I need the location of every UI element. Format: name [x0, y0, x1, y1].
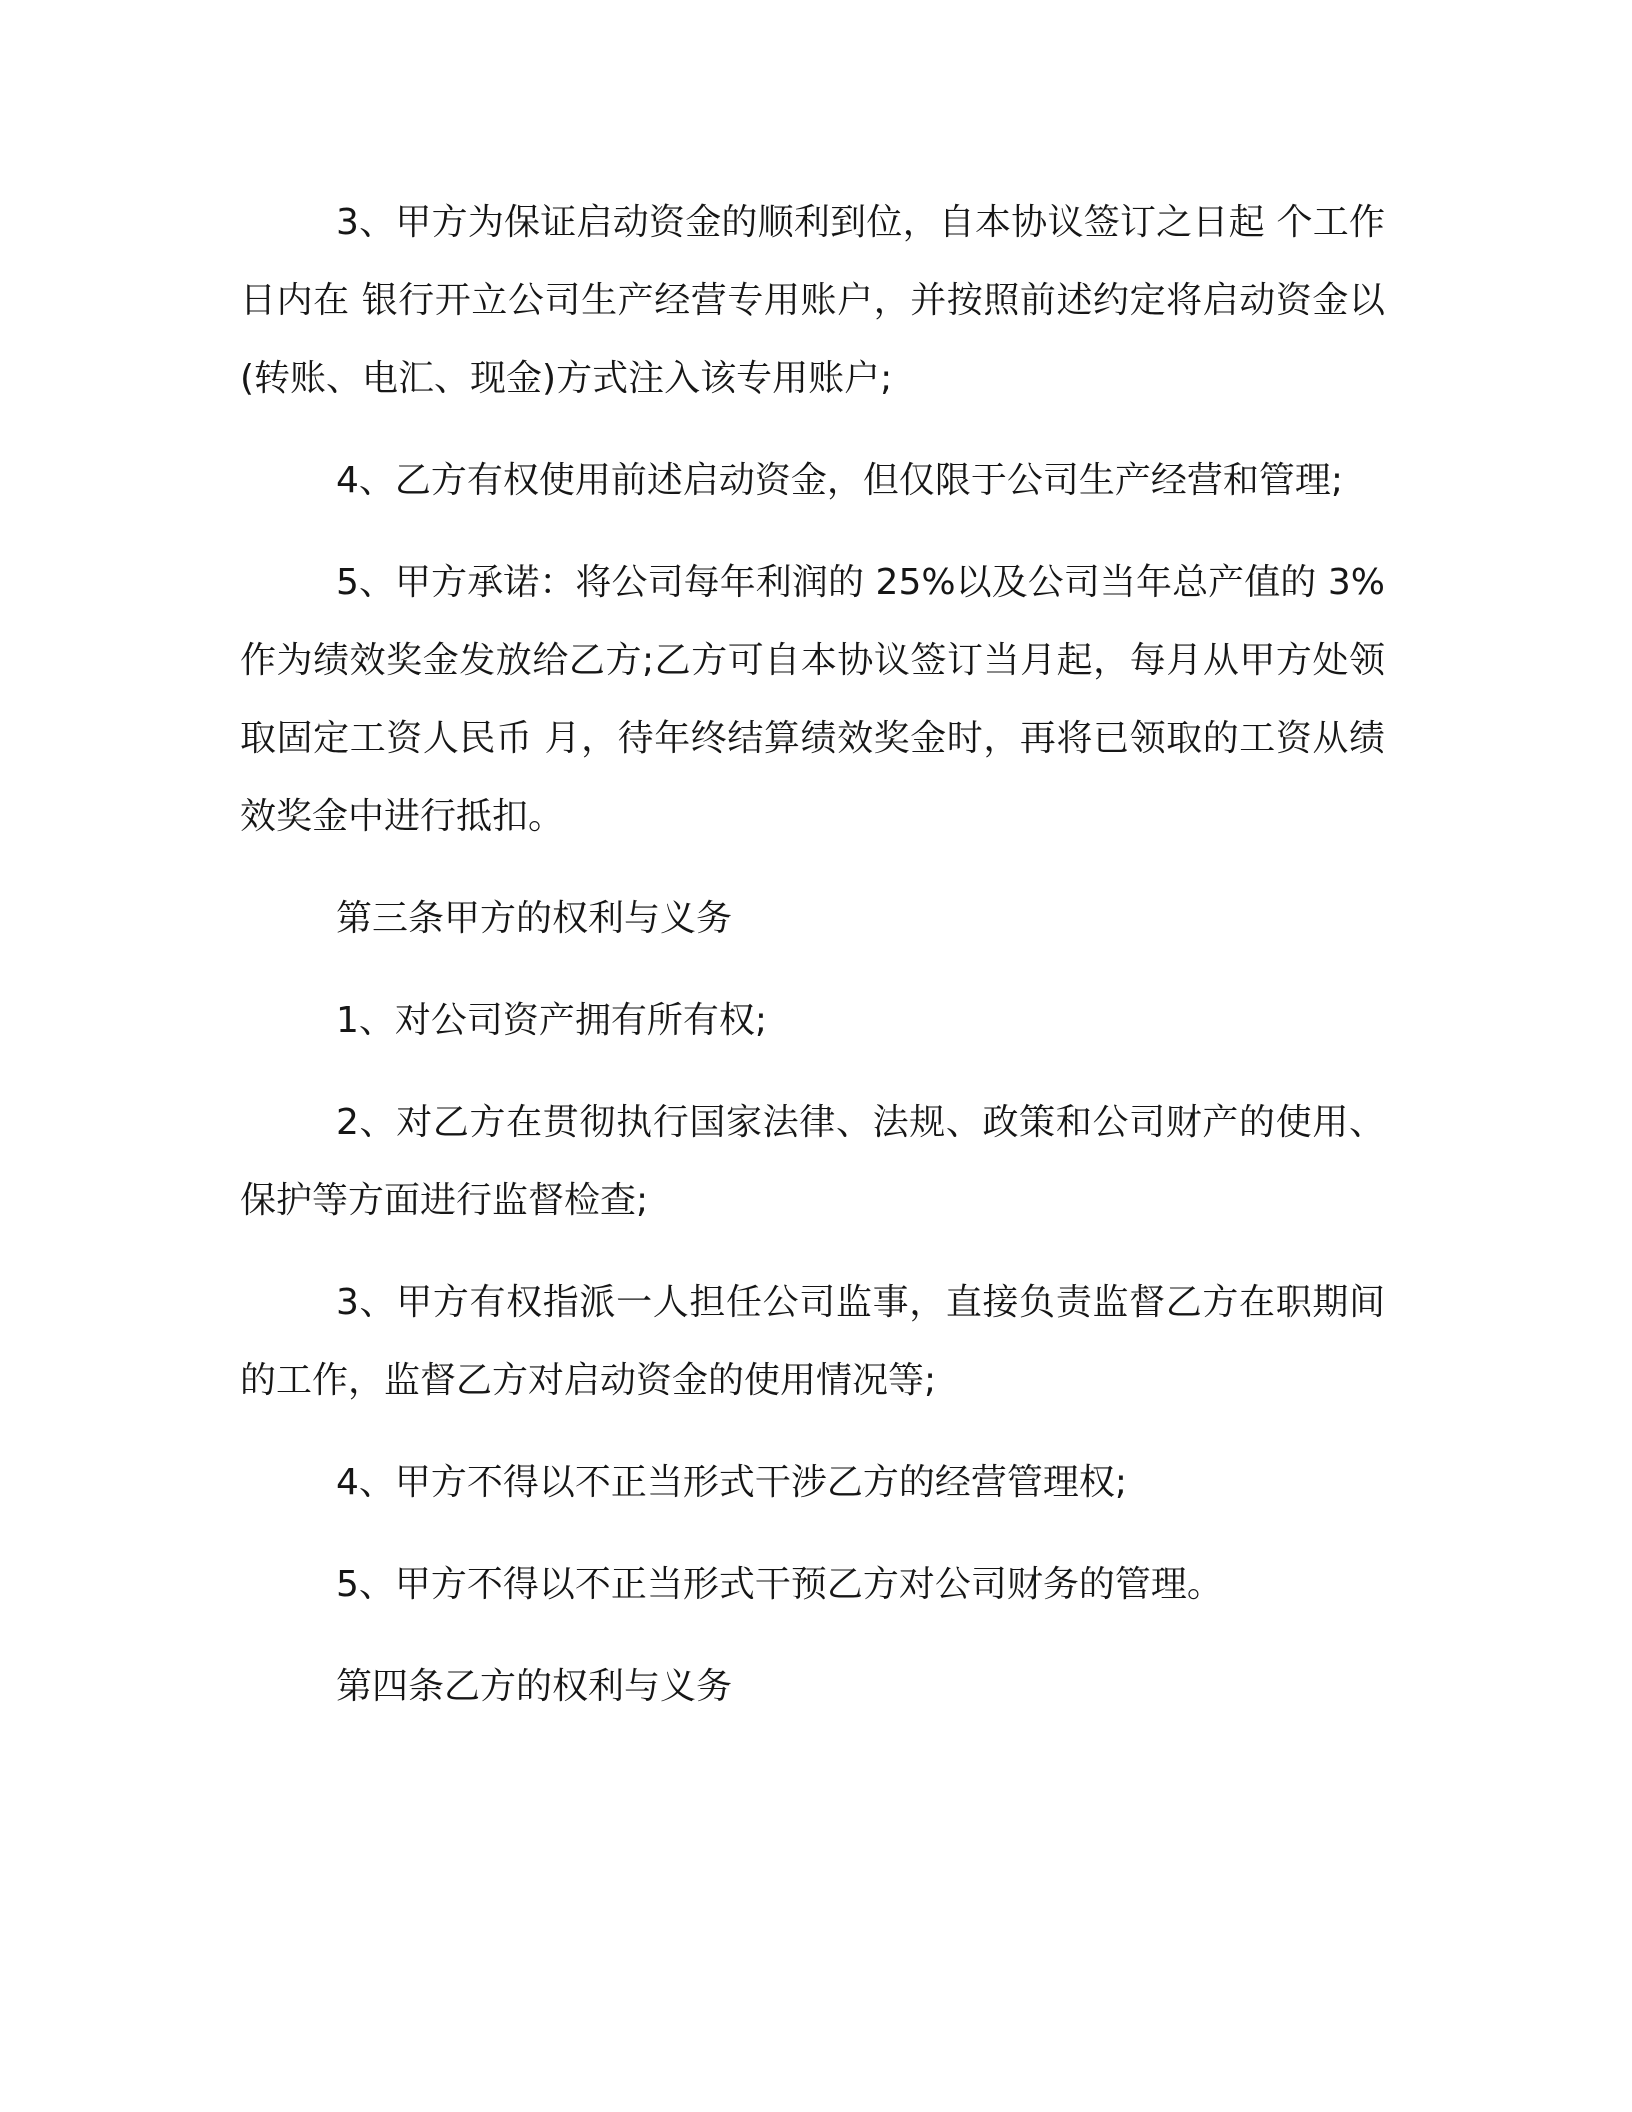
- paragraph-clause-4: 4、乙方有权使用前述启动资金，但仅限于公司生产经营和管理;: [336, 460, 1344, 501]
- document-body: [240, 184, 1385, 1750]
- paragraph-article-3-item-3: 3、甲方有权指派一人担任公司监事，直接负责监督乙方在职期间的工作，监督乙方对启动资金的使用情况等;: [240, 1282, 1385, 1401]
- section-heading-article-4: 第四条乙方的权利与义务: [336, 1666, 733, 1707]
- paragraph-article-3-item-5: 5、甲方不得以不正当形式干预乙方对公司财务的管理。: [336, 1564, 1223, 1605]
- paragraph-article-3-item-1: 1、对公司资产拥有所有权;: [336, 1000, 768, 1041]
- paragraph-clause-3: 3、甲方为保证启动资金的顺利到位，自本协议签订之日起 个工作日内在 银行开立公司生产经营专用账户，并按照前述约定将启动资金以(转账、电汇、现金)方式注入该专用账户;: [240, 202, 1385, 399]
- section-heading-article-3: 第三条甲方的权利与义务: [336, 898, 733, 939]
- paragraph-article-3-item-4: 4、甲方不得以不正当形式干涉乙方的经营管理权;: [336, 1462, 1128, 1503]
- paragraph-clause-5: 5、甲方承诺：将公司每年利润的 25%以及公司当年总产值的 3%作为绩效奖金发放给乙方;乙方可自本协议签订当月起，每月从甲方处领取固定工资人民币 月，待年终结算绩效奖金时，再将已领取的工资从绩效奖金中进行抵扣。: [240, 562, 1385, 837]
- paragraph-article-3-item-2: 2、对乙方在贯彻执行国家法律、法规、政策和公司财产的使用、保护等方面进行监督检查;: [240, 1102, 1385, 1221]
